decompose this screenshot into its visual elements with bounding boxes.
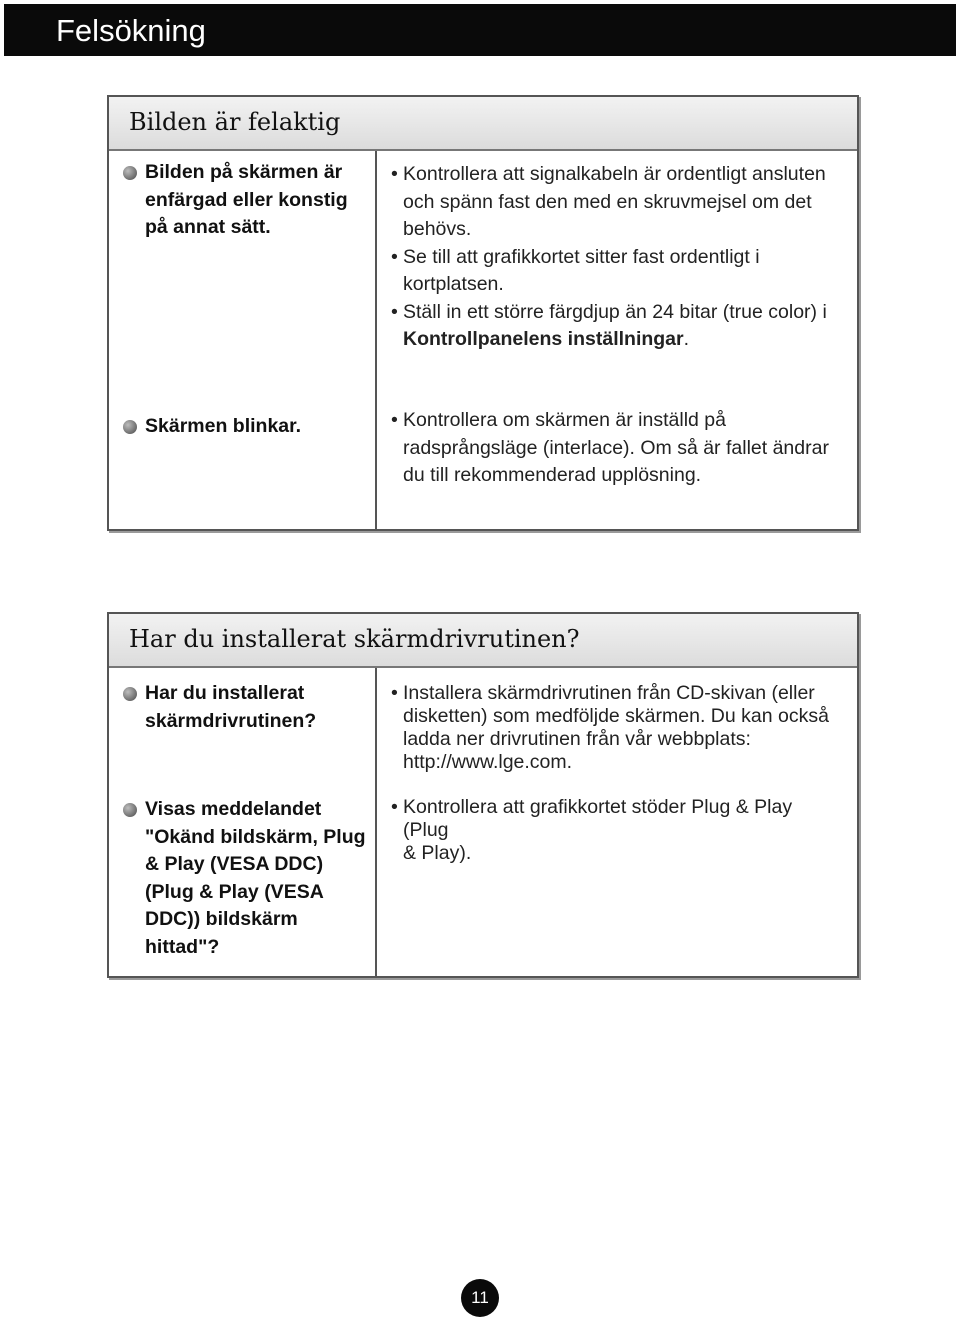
problem-text — [145, 159, 348, 242]
problem-line: på annat sätt. — [145, 216, 271, 238]
circle-bullet-icon — [123, 420, 137, 434]
solution-line — [403, 326, 841, 354]
section-driver-installed — [107, 612, 859, 978]
solution-item — [391, 161, 841, 244]
solution-list — [391, 682, 841, 774]
circle-bullet-icon — [123, 803, 137, 817]
solution-line: Kontrollera att signalkabeln är ordentligt ansluten — [403, 163, 826, 185]
bullet-icon: • — [391, 682, 398, 704]
solution-list — [391, 161, 841, 354]
problem-line: hittad"? — [145, 935, 220, 958]
solution-line: kortplatsen. — [403, 273, 504, 295]
problem-line: (Plug & Play (VESA — [145, 880, 324, 903]
problem-text — [145, 413, 301, 441]
solution-line: behövs. — [403, 218, 472, 240]
section-title: Har du installerat skärmdrivrutinen? — [129, 625, 580, 653]
section-header — [109, 97, 857, 151]
problem-line: Visas meddelandet — [145, 798, 322, 820]
problem-line: DDC)) bildskärm — [145, 908, 298, 930]
column-divider — [375, 151, 377, 529]
problem-line: "Okänd bildskärm, Plug — [145, 825, 366, 848]
solution-line: Kontrollera om skärmen är inställd på — [403, 409, 726, 431]
solution-line: ladda ner drivrutinen från vår webbplats: — [403, 728, 751, 750]
solution-item — [391, 407, 841, 490]
solution-item — [391, 299, 841, 354]
solution-list — [391, 796, 841, 865]
bullet-icon: • — [391, 163, 398, 185]
solution-line: Ställ in ett större färgdjup än 24 bitar (true color) i — [403, 300, 827, 323]
solution-line: radsprångsläge (interlace). Om så är fallet ändrar — [403, 436, 829, 459]
sentence-end: . — [683, 328, 690, 350]
solution-item — [391, 682, 841, 774]
solution-list — [391, 407, 841, 490]
website-link[interactable]: http://www.lge.com. — [403, 751, 573, 773]
problem-text — [145, 796, 366, 961]
problem-line: Skärmen blinkar. — [145, 415, 302, 437]
problem-line: skärmdrivrutinen? — [145, 709, 317, 732]
page-title: Felsökning — [56, 13, 206, 48]
problem-line: Bilden på skärmen är — [145, 161, 343, 183]
section-title: Bilden är felaktig — [129, 108, 341, 136]
problem-text — [145, 680, 316, 735]
solution-line: Installera skärmdrivrutinen från CD-skivan (eller — [403, 682, 815, 704]
solution-line: du till rekommenderad upplösning. — [403, 464, 702, 486]
solution-item — [391, 796, 841, 865]
solution-line: disketten) som medföljde skärmen. Du kan också — [403, 705, 829, 727]
page-number-badge: 11 — [461, 1279, 499, 1317]
solution-line: Kontrollera att grafikkortet stöder Plug & Play (Plug — [403, 796, 793, 841]
solution-line: och spänn fast den med en skruvmejsel om det — [403, 190, 812, 213]
solution-line: Se till att grafikkortet sitter fast ordentligt i — [403, 245, 760, 268]
section-picture-faulty — [107, 95, 859, 531]
problem-line: enfärgad eller konstig — [145, 188, 348, 211]
circle-bullet-icon — [123, 687, 137, 701]
problem-line: Har du installerat — [145, 682, 305, 704]
bullet-icon: • — [391, 300, 398, 323]
circle-bullet-icon — [123, 166, 137, 180]
column-divider — [375, 668, 377, 976]
bullet-icon: • — [391, 796, 398, 818]
bullet-icon: • — [391, 245, 398, 268]
control-panel-settings-text: Kontrollpanelens inställningar — [403, 328, 684, 350]
problem-line: & Play (VESA DDC) — [145, 853, 324, 875]
bullet-icon: • — [391, 409, 398, 431]
page-header — [4, 4, 956, 56]
solution-item — [391, 244, 841, 299]
solution-line: & Play). — [403, 842, 472, 864]
section-header — [109, 614, 857, 668]
